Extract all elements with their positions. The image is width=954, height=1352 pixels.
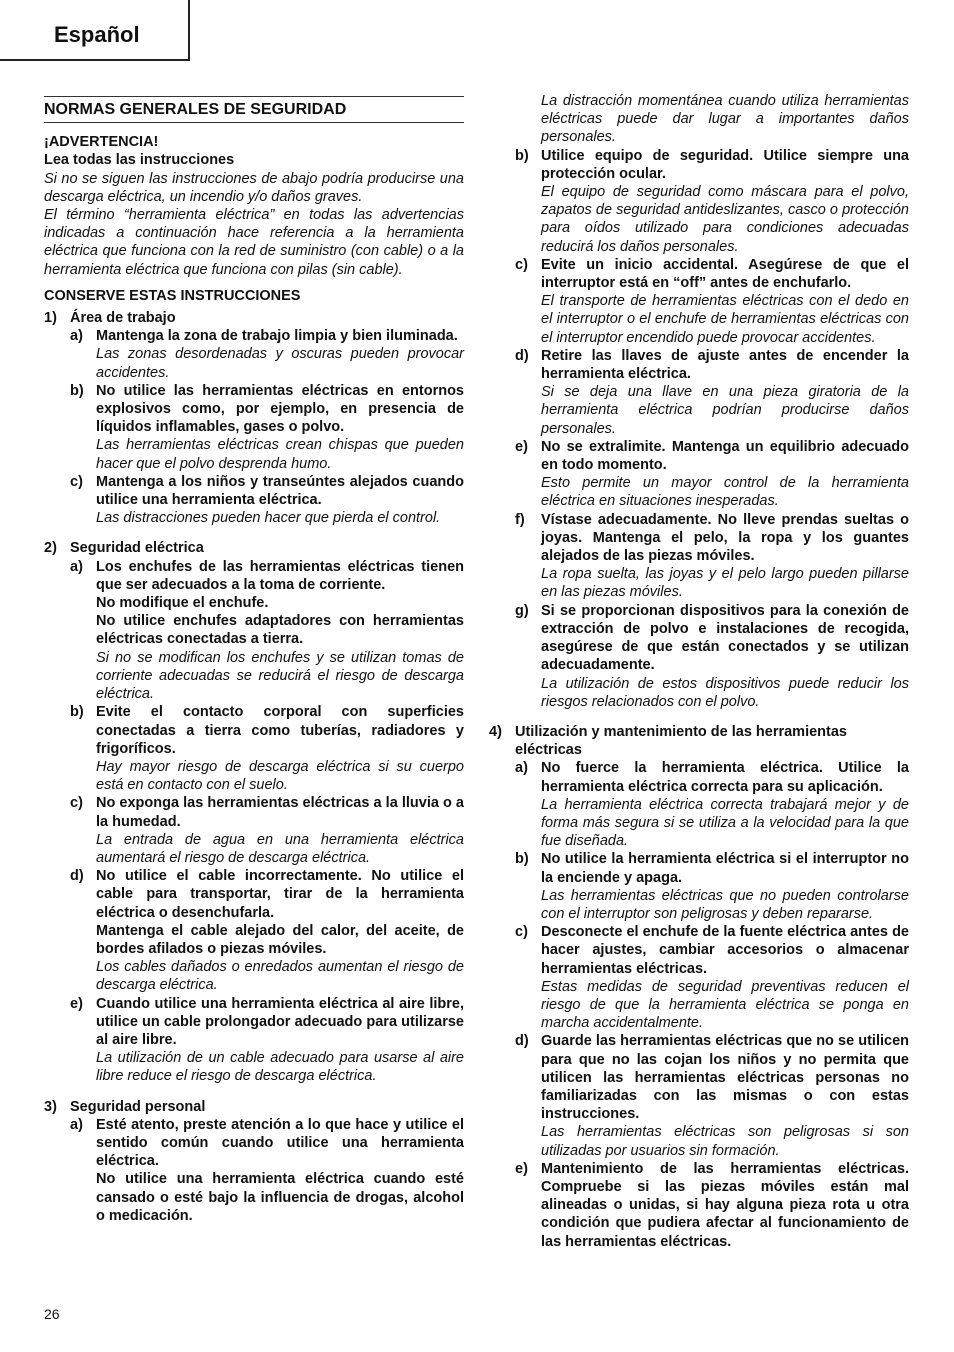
section-3-heading: 3) Seguridad personal <box>44 1098 206 1115</box>
section-4-heading: 4) Utilización y mantenimiento de las herramientas eléctricas <box>489 723 847 759</box>
list-item: c) Mantenga a los niños y transeúntes alejados cuando utilice una herramienta eléctrica. Las distracciones pueden hacer que pierda el control. <box>70 473 464 527</box>
warning-label: ¡ADVERTENCIA! <box>44 134 159 151</box>
list-item: f) Vístase adecuadamente. No lleve prendas sueltas o joyas. Mantenga el pelo, la ropa y los guantes alejados de las piezas móviles. La ropa suelta, las joyas y el pelo largo pueden pillarse en las piezas móviles. <box>515 511 909 601</box>
list-item: d) Guarde las herramientas eléctricas que no se utilicen para que no las cojan los niños y no permita que utilicen las herramientas eléctricas personas no familiarizadas con las mismas o con estas instrucciones. Las herramientas eléctricas son peligrosas si son utilizadas por usuarios sin formación. <box>515 1033 909 1159</box>
list-item: e) Cuando utilice una herramienta eléctrica al aire libre, utilice un cable prolongador adecuado para utilizarse al aire libre. La utilización de un cable adecuado para usarse al aire libre reduce el riesgo de descarga eléctrica. <box>70 995 464 1085</box>
list-item: a) Mantenga la zona de trabajo limpia y bien iluminada. Las zonas desordenadas y oscuras pueden provocar accidentes. <box>70 328 464 381</box>
list-item: a) Los enchufes de las herramientas eléctricas tienen que ser adecuados a la toma de corriente. No modifique el enchufe. No utilice enchufes adaptadores con herramientas eléctricas conectadas a tierra. Si no se modifican los enchufes y se utilizan tomas de corriente adecuadas se reducirá el riesgo de descarga eléctrica. <box>70 558 464 703</box>
list-item: c) Evite un inicio accidental. Asegúrese de que el interruptor está en “off” antes de enchufarlo. El transporte de herramientas eléctricas con el dedo en el interruptor o el enchufe de herramientas eléctricas con el interruptor encendido puede provocar accidentes. <box>515 256 909 346</box>
section-2-heading: 2) Seguridad eléctrica <box>44 540 204 557</box>
language-tab <box>0 0 190 61</box>
list-item: La distracción momentánea cuando utiliza herramientas eléctricas puede dar lugar a importantes daños personales. <box>541 93 909 146</box>
list-item: c) No exponga las herramientas eléctricas a la lluvia o a la humedad. La entrada de agua en una herramienta eléctrica aumentará el riesgo de descarga eléctrica. <box>70 795 464 866</box>
list-item: b) No utilice la herramienta eléctrica si el interruptor no la enciende y apaga. Las herramientas eléctricas que no pueden controlarse con el interruptor son peligrosas y deben repararse. <box>515 851 909 922</box>
section-title: NORMAS GENERALES DE SEGURIDAD <box>44 96 464 123</box>
list-item: b) Evite el contacto corporal con superficies conectadas a tierra como tuberías, radiadores y frigoríficos. Hay mayor riesgo de descarga eléctrica si su cuerpo está en contacto con el suelo. <box>70 704 464 794</box>
read-all-label: Lea todas las instrucciones <box>44 152 235 169</box>
list-item: b) Utilice equipo de seguridad. Utilice siempre una protección ocular. El equipo de seguridad como máscara para el polvo, zapatos de seguridad antideslizantes, casco o protección para oídos utilizado para condiciones adecuadas reducirá los daños personales. <box>515 147 909 255</box>
list-item: e) No se extralimite. Mantenga un equilibrio adecuado en todo momento. Esto permite un mayor control de la herramienta eléctrica en situaciones inesperadas. <box>515 438 909 510</box>
list-item: e) Mantenimiento de las herramientas eléctricas. Compruebe si las piezas móviles están mal alineadas o unidas, si hay alguna pieza rota u otra condición que pudiera afectar al funcionamiento de las herramientas eléctricas. <box>515 1160 909 1250</box>
left-column <box>44 96 464 1225</box>
list-item: c) Desconecte el enchufe de la fuente eléctrica antes de hacer ajustes, cambiar accesorios o almacenar herramientas eléctricas. Estas medidas de seguridad preventivas reducen el riesgo de que la herramienta eléctrica se ponga en marcha accidentalmente. <box>515 924 909 1032</box>
list-item: a) No fuerce la herramienta eléctrica. Utilice la herramienta eléctrica correcta para su aplicación. La herramienta eléctrica correcta trabajará mejor y de forma más segura si se utiliza a la velocidad para la que fue diseñada. <box>515 760 909 850</box>
language-label: Español <box>54 22 140 47</box>
list-item: b) No utilice las herramientas eléctricas en entornos explosivos como, por ejemplo, en presencia de líquidos inflamables, gases o polvo. Las herramientas eléctricas crean chispas que pueden hacer que el polvo desprenda humo. <box>70 382 464 472</box>
intro-text: Si no se siguen las instrucciones de abajo podría producirse una descarga eléctrica, un incendio y/o daños graves. El término “herramienta eléctrica” en todas las advertencias indicadas a continuación hace referencia a la herramienta eléctrica que funciona con la red de suministro (con cable) o a la herramienta eléctrica que funciona con pilas (sin cable). <box>44 170 464 278</box>
right-column <box>489 92 909 1251</box>
keep-instructions: CONSERVE ESTAS INSTRUCCIONES <box>44 287 301 304</box>
list-item: g) Si se proporcionan dispositivos para la conexión de extracción de polvo e instalaciones de recogida, asegúrese de que están conectados y se utilizan adecuadamente. La utilización de estos dispositivos puede reducir los riesgos relacionados con el polvo. <box>515 602 909 710</box>
section-1-heading: 1) Área de trabajo <box>44 310 176 327</box>
list-item: d) No utilice el cable incorrectamente. No utilice el cable para transportar, tirar de la herramienta eléctrica o desenchufarla. Mantenga el cable alejado del calor, del aceite, de bordes afilados o piezas móviles. Los cables dañados o enredados aumentan el riesgo de descarga eléctrica. <box>70 868 464 994</box>
page-number: 26 <box>44 1306 60 1322</box>
list-item: d) Retire las llaves de ajuste antes de encender la herramienta eléctrica. Si se deja una llave en una pieza giratoria de la herramienta eléctrica podrían producirse daños personales. <box>515 347 909 437</box>
list-item: a) Esté atento, preste atención a lo que hace y utilice el sentido común cuando utilice una herramienta eléctrica. No utilice una herramienta eléctrica cuando esté cansado o esté bajo la influencia de drogas, alcohol o medicación. <box>70 1116 464 1224</box>
